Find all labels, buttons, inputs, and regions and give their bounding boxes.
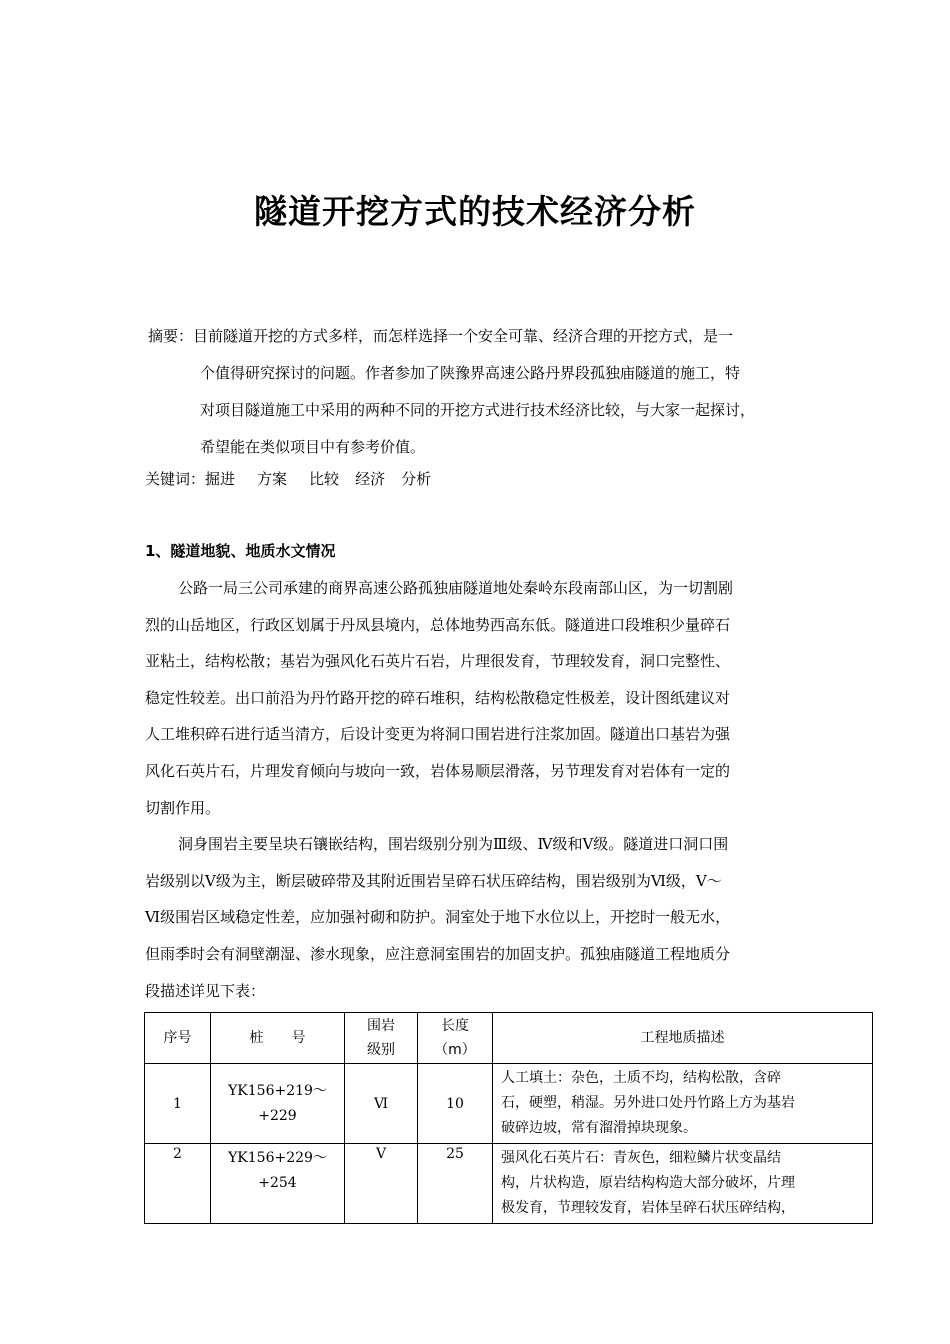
- cell-length: 25: [418, 1144, 493, 1224]
- section-body: [145, 570, 810, 1009]
- abstract-text: [148, 318, 818, 466]
- desc-line: 破碎边坡，常有溜滑掉块现象。: [501, 1120, 697, 1136]
- paragraph-line: 烈的山岳地区，行政区划属于丹凤县境内，总体地势西高东低。隧道进口段堆积少量碎石: [145, 615, 731, 634]
- abstract-line: [148, 318, 818, 355]
- paragraph-line: 公路一局三公司承建的商界高速公路孤独庙隧道地处秦岭东段南部山区，为一切割剧: [178, 579, 734, 597]
- cell-seq: 2: [145, 1144, 211, 1224]
- desc-line: 人工填土：杂色，土质不均，结构松散，含碎: [501, 1070, 781, 1086]
- keyword: 比较: [309, 470, 340, 488]
- header-length: [418, 1013, 493, 1064]
- header-length-line: 长度: [441, 1018, 469, 1034]
- table-header-row: [145, 1013, 873, 1064]
- cell-desc: [493, 1064, 873, 1144]
- cell-grade: Ⅵ: [345, 1064, 418, 1144]
- table-row: [145, 1144, 873, 1224]
- abstract-line: 希望能在类似项目中有参考价值。: [200, 438, 426, 456]
- cell-seq: 1: [145, 1064, 211, 1144]
- header-desc: 工程地质描述: [493, 1013, 873, 1064]
- keyword: 分析: [401, 470, 432, 488]
- abstract-line: 个值得研究探讨的问题。作者参加了陕豫界高速公路丹界段孤独庙隧道的施工，特: [200, 364, 741, 382]
- header-length-line: （m）: [434, 1042, 476, 1058]
- paragraph-line: 切割作用。: [145, 798, 221, 817]
- cell-station: [211, 1144, 345, 1224]
- header-seq: 序号: [145, 1013, 211, 1064]
- header-grade-line: 围岩: [367, 1018, 395, 1034]
- paragraph-line: 稳定性较差。出口前沿为丹竹路开挖的碎石堆积，结构松散稳定性极差，设计图纸建议对: [145, 688, 731, 707]
- desc-line: 极发育，节理较发育，岩体呈碎石状压碎结构，: [501, 1200, 795, 1216]
- keyword: 掘进: [205, 470, 236, 488]
- keywords: [145, 468, 453, 489]
- paragraph-line: 但雨季时会有洞壁潮湿、渗水现象，应注意洞室围岩的加固支护。孤独庙隧道工程地质分: [145, 944, 731, 963]
- station-line: +254: [258, 1175, 297, 1191]
- station-line: YK156+219～: [228, 1082, 327, 1099]
- table-row: [145, 1064, 873, 1144]
- paragraph-line: 风化石英片石，片理发育倾向与坡向一致，岩体易顺层滑落，另节理发育对岩体有一定的: [145, 761, 731, 780]
- header-station: 桩 号: [211, 1013, 345, 1064]
- abstract-label: 摘要：: [148, 327, 194, 345]
- header-grade-line: 级别: [367, 1042, 395, 1058]
- section-heading: 1、隧道地貌、地质水文情况: [145, 542, 336, 560]
- desc-line: 构，片状构造，原岩结构构造大部分破坏，片理: [501, 1175, 795, 1191]
- keyword: 方案: [257, 470, 288, 488]
- cell-grade: Ⅴ: [345, 1144, 418, 1224]
- station-line: +229: [258, 1107, 297, 1124]
- paragraph-line: 岩级别以Ⅴ级为主，断层破碎带及其附近围岩呈碎石状压碎结构，围岩级别为Ⅵ级，Ⅴ～: [145, 871, 722, 890]
- paragraph-line: 人工堆积碎石进行适当清方，后设计变更为将洞口围岩进行注浆加固。隧道出口基岩为强: [145, 725, 731, 744]
- cell-station: [211, 1064, 345, 1144]
- station-line: YK156+229～: [228, 1150, 327, 1166]
- cell-length: 10: [418, 1064, 493, 1144]
- abstract-line: 对项目隧道施工中采用的两种不同的开挖方式进行技术经济比较，与大家一起探讨，: [200, 401, 756, 419]
- abstract-line-text: 目前隧道开挖的方式多样，而怎样选择一个安全可靠、经济合理的开挖方式，是一: [193, 327, 734, 345]
- paragraph-line: Ⅵ级围岩区域稳定性差，应加强衬砌和防护。洞室处于地下水位以上，开挖时一般无水，: [145, 908, 731, 927]
- paragraph-line: 亚粘土，结构松散；基岩为强风化石英片石岩，片理很发育，节理较发育，洞口完整性、: [145, 652, 731, 671]
- paragraph-line: 段描述详见下表：: [145, 981, 266, 1000]
- desc-line: 石，硬塑，稍湿。另外进口处丹竹路上方为基岩: [501, 1095, 795, 1111]
- cell-desc: [493, 1144, 873, 1224]
- keywords-label: 关键词：: [145, 470, 206, 488]
- paragraph-line: 洞身围岩主要呈块石镶嵌结构，围岩级别分别为Ⅲ级、Ⅳ级和Ⅴ级。隧道进口洞口围: [178, 835, 729, 854]
- header-grade: [345, 1013, 418, 1064]
- desc-line: 强风化石英片石：青灰色，细粒鳞片状变晶结: [501, 1150, 781, 1166]
- document-title: 隧道开挖方式的技术经济分析: [254, 192, 696, 231]
- geology-table: [144, 1012, 873, 1224]
- keyword: 经济: [355, 470, 386, 488]
